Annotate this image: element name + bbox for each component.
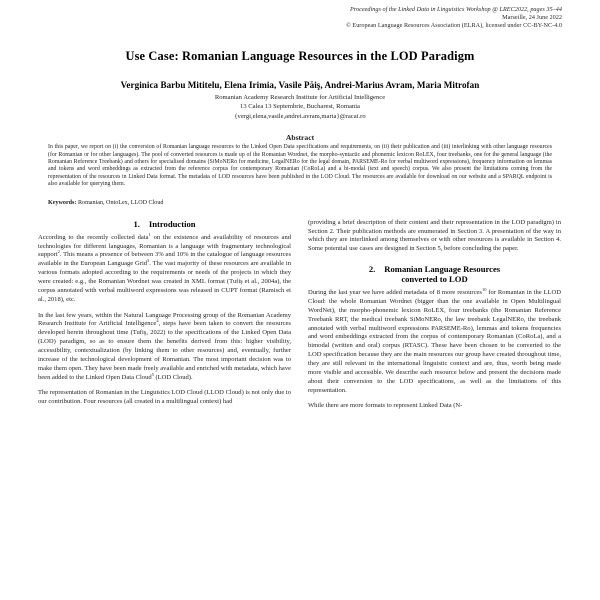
abstract-section xyxy=(48,133,552,188)
res-p1-seg-a: During the last year we have added metadata of 8 more resources xyxy=(308,289,482,297)
body-columns xyxy=(38,219,562,419)
resources-paragraph-2: While there are more formats to represent Linked Data (N- xyxy=(308,402,463,410)
email-address: {vergi,elena,vasile,andrei.avram,maria}@racai.ro xyxy=(234,112,366,120)
footnote-marker-1: 1 xyxy=(148,231,151,237)
intro-p1-seg-a: According to the recently collected data xyxy=(38,233,149,241)
footnote-marker-2: 2 xyxy=(57,249,60,255)
section-title-1: Introduction xyxy=(148,218,196,229)
intro-p3-seg-a: The representation of Romanian in the Linguistics LOD Cloud (LLOD Cloud) is not only due to our contribution. Four resources (all created in a multilingual context) had xyxy=(38,389,291,406)
page-title: Use Case: Romanian Language Resources in the LOD Paradigm xyxy=(125,48,475,63)
keywords-line xyxy=(48,200,552,206)
section-number-2: 2. xyxy=(368,264,376,275)
section-heading-introduction xyxy=(38,219,291,229)
resources-paragraph-1 xyxy=(308,286,561,395)
intro-p1-seg-b: on the existence and availability of resources and technologies for different languages, Romanian is a language with fragmentary technological support xyxy=(38,233,291,259)
section-number-1: 1. xyxy=(133,218,140,229)
publication-header xyxy=(38,6,562,31)
footnote-marker-5: 5 xyxy=(151,371,154,377)
intro-p2-seg-c: (LOD Cloud). xyxy=(153,373,193,381)
intro-p2-seg-b: , steps have been taken to convert the resources developed herein throughout time (Tufiş, 2022) to the specifications of the Linked Open Data (LOD) paradigm, so as to ensure them the benefits derived from this: higher visibility, accessibility, contextualization (by linking them to other resources) and, eventually, further increase of the technological development of Romanian. The most important decision was to make them open. They have been made freely available and enriched with metadata, which have been added to the Linked Open Data Cloud xyxy=(38,320,291,381)
abstract-heading: Abstract xyxy=(285,133,315,143)
header-proceedings-line: Proceedings of the Linked Data in Linguistics Workshop @ LREC2022, pages 35–44 xyxy=(349,6,562,13)
intro-p1-seg-d: . The vast majority of these resources are available in various formats adopted according to the requirements or needs of the projects in which they were created: e.g., the Romanian Wordnet was created in XML format (Tufiş et al., 2004a), the corpus annotated with verbal multiword expressions was released in CUPT format (Ramisch et al., 2018), etc. xyxy=(38,260,291,303)
author-list: Verginica Barbu Mititelu, Elena Irimia, Vasile Păiş, Andrei-Marius Avram, Maria Mitrofan xyxy=(120,79,480,90)
footnote-marker-10: 10 xyxy=(481,286,487,292)
postal-address: 13 Calea 13 Septembrie, Bucharest, Romania xyxy=(240,103,360,111)
intro-paragraph-1 xyxy=(38,231,291,305)
abstract-text: In this paper, we report on (i) the conversion of Romanian language resources to the Linked Open Data specifications and requirements, on (ii) their publication and (iii) interlinking with other language resources (for Romanian or for other languages). The pool of converted resources is made up of the Romanian Wordnet, the morpho-syntactic and phonemic lexicon RoLEX, four treebanks, one for the general language (the Romanian Reference Treebank) and others for specialised domains (SiMoNERo for medicine, LegalNERo for the legal domain, PARSEME-Ro for verbal multiword expressions), frequency information on lemmas and tokens and word embeddings as extracted from the reference corpus for contemporary Romanian (CoRoLa) and a bi-modal (text and speech) corpus. We also present the limitations coming from the representation of the resources in Linked Data format. The metadata of LOD resources have been published in the LOD Cloud. The resources are available for download on our website and a SPARQL endpoint is also available for querying them. xyxy=(48,144,552,188)
continuation-paragraph: (providing a brief description of their content and their representation in the LOD paradigm) in Section 2. Their publication methods are enumerated in Section 3. A presentation of the way in which they are interlinked among themselves or with other resources is available in Section 4. Some potential use cases are designed in Section 5, before concluding the paper. xyxy=(308,218,561,253)
footnote-marker-3: 3 xyxy=(147,258,150,264)
left-column xyxy=(38,219,291,419)
keywords-label: Keywords: xyxy=(48,199,77,206)
intro-paragraph-2 xyxy=(38,312,291,383)
section-title-2-line1: Romanian Language Resources xyxy=(384,264,501,275)
intro-paragraph-3 xyxy=(38,389,291,407)
intro-p1-seg-c: . This means a presence of between 3% and 10% in the catalogue of language resources available in the European Language Grid xyxy=(38,251,291,268)
footnote-marker-4: 4 xyxy=(156,318,159,324)
header-license-line: © European Language Resources Association (ELRA), licensed under CC-BY-NC-4.0 xyxy=(346,22,562,30)
header-location-date-line: Marseille, 24 June 2022 xyxy=(502,14,562,22)
right-column xyxy=(308,219,561,419)
section-title-2-line2: converted to LOD xyxy=(401,274,468,285)
res-p1-seg-b: for Romanian in the LLOD Cloud: the whole Romanian Wordnet (bigger than the one available in Open Multilingual WordNet), the morpho-phonemic lexicon RoLEX, four treebanks (the Romanian Reference Treebank RRT, the medical treebank SiMoNERo, the law treebank LegalNERo, the treebank annotated with verbal multiword expressions PARSEME-Ro), lemmas and tokens frequencies and word embeddings extracted from the corpus of contemporary Romanian (CoRoLa), and a bimodal (written and oral) corpus (RTASC). These have been chosen to be converted to the LOD specification because they are the main resources our group have created throughout time, they are still relevant in the international linguistic context and are, thus, worth being made more visible and accessible. We describe each resource below and present the decisions made about their conversion to the LOD specifications, as well as the limitations of this representation. xyxy=(308,289,561,394)
keywords-value: Romanian, OntoLex, LLOD Cloud xyxy=(76,199,164,206)
section-heading-resources xyxy=(308,264,561,284)
affiliation: Romanian Academy Research Institute for Artificial Intelligence xyxy=(214,93,386,101)
intro-p2-seg-a: In the last few years, within the Natural Language Processing group of the Romanian Academy Research Institute for Artificial Intelligence xyxy=(38,311,291,328)
